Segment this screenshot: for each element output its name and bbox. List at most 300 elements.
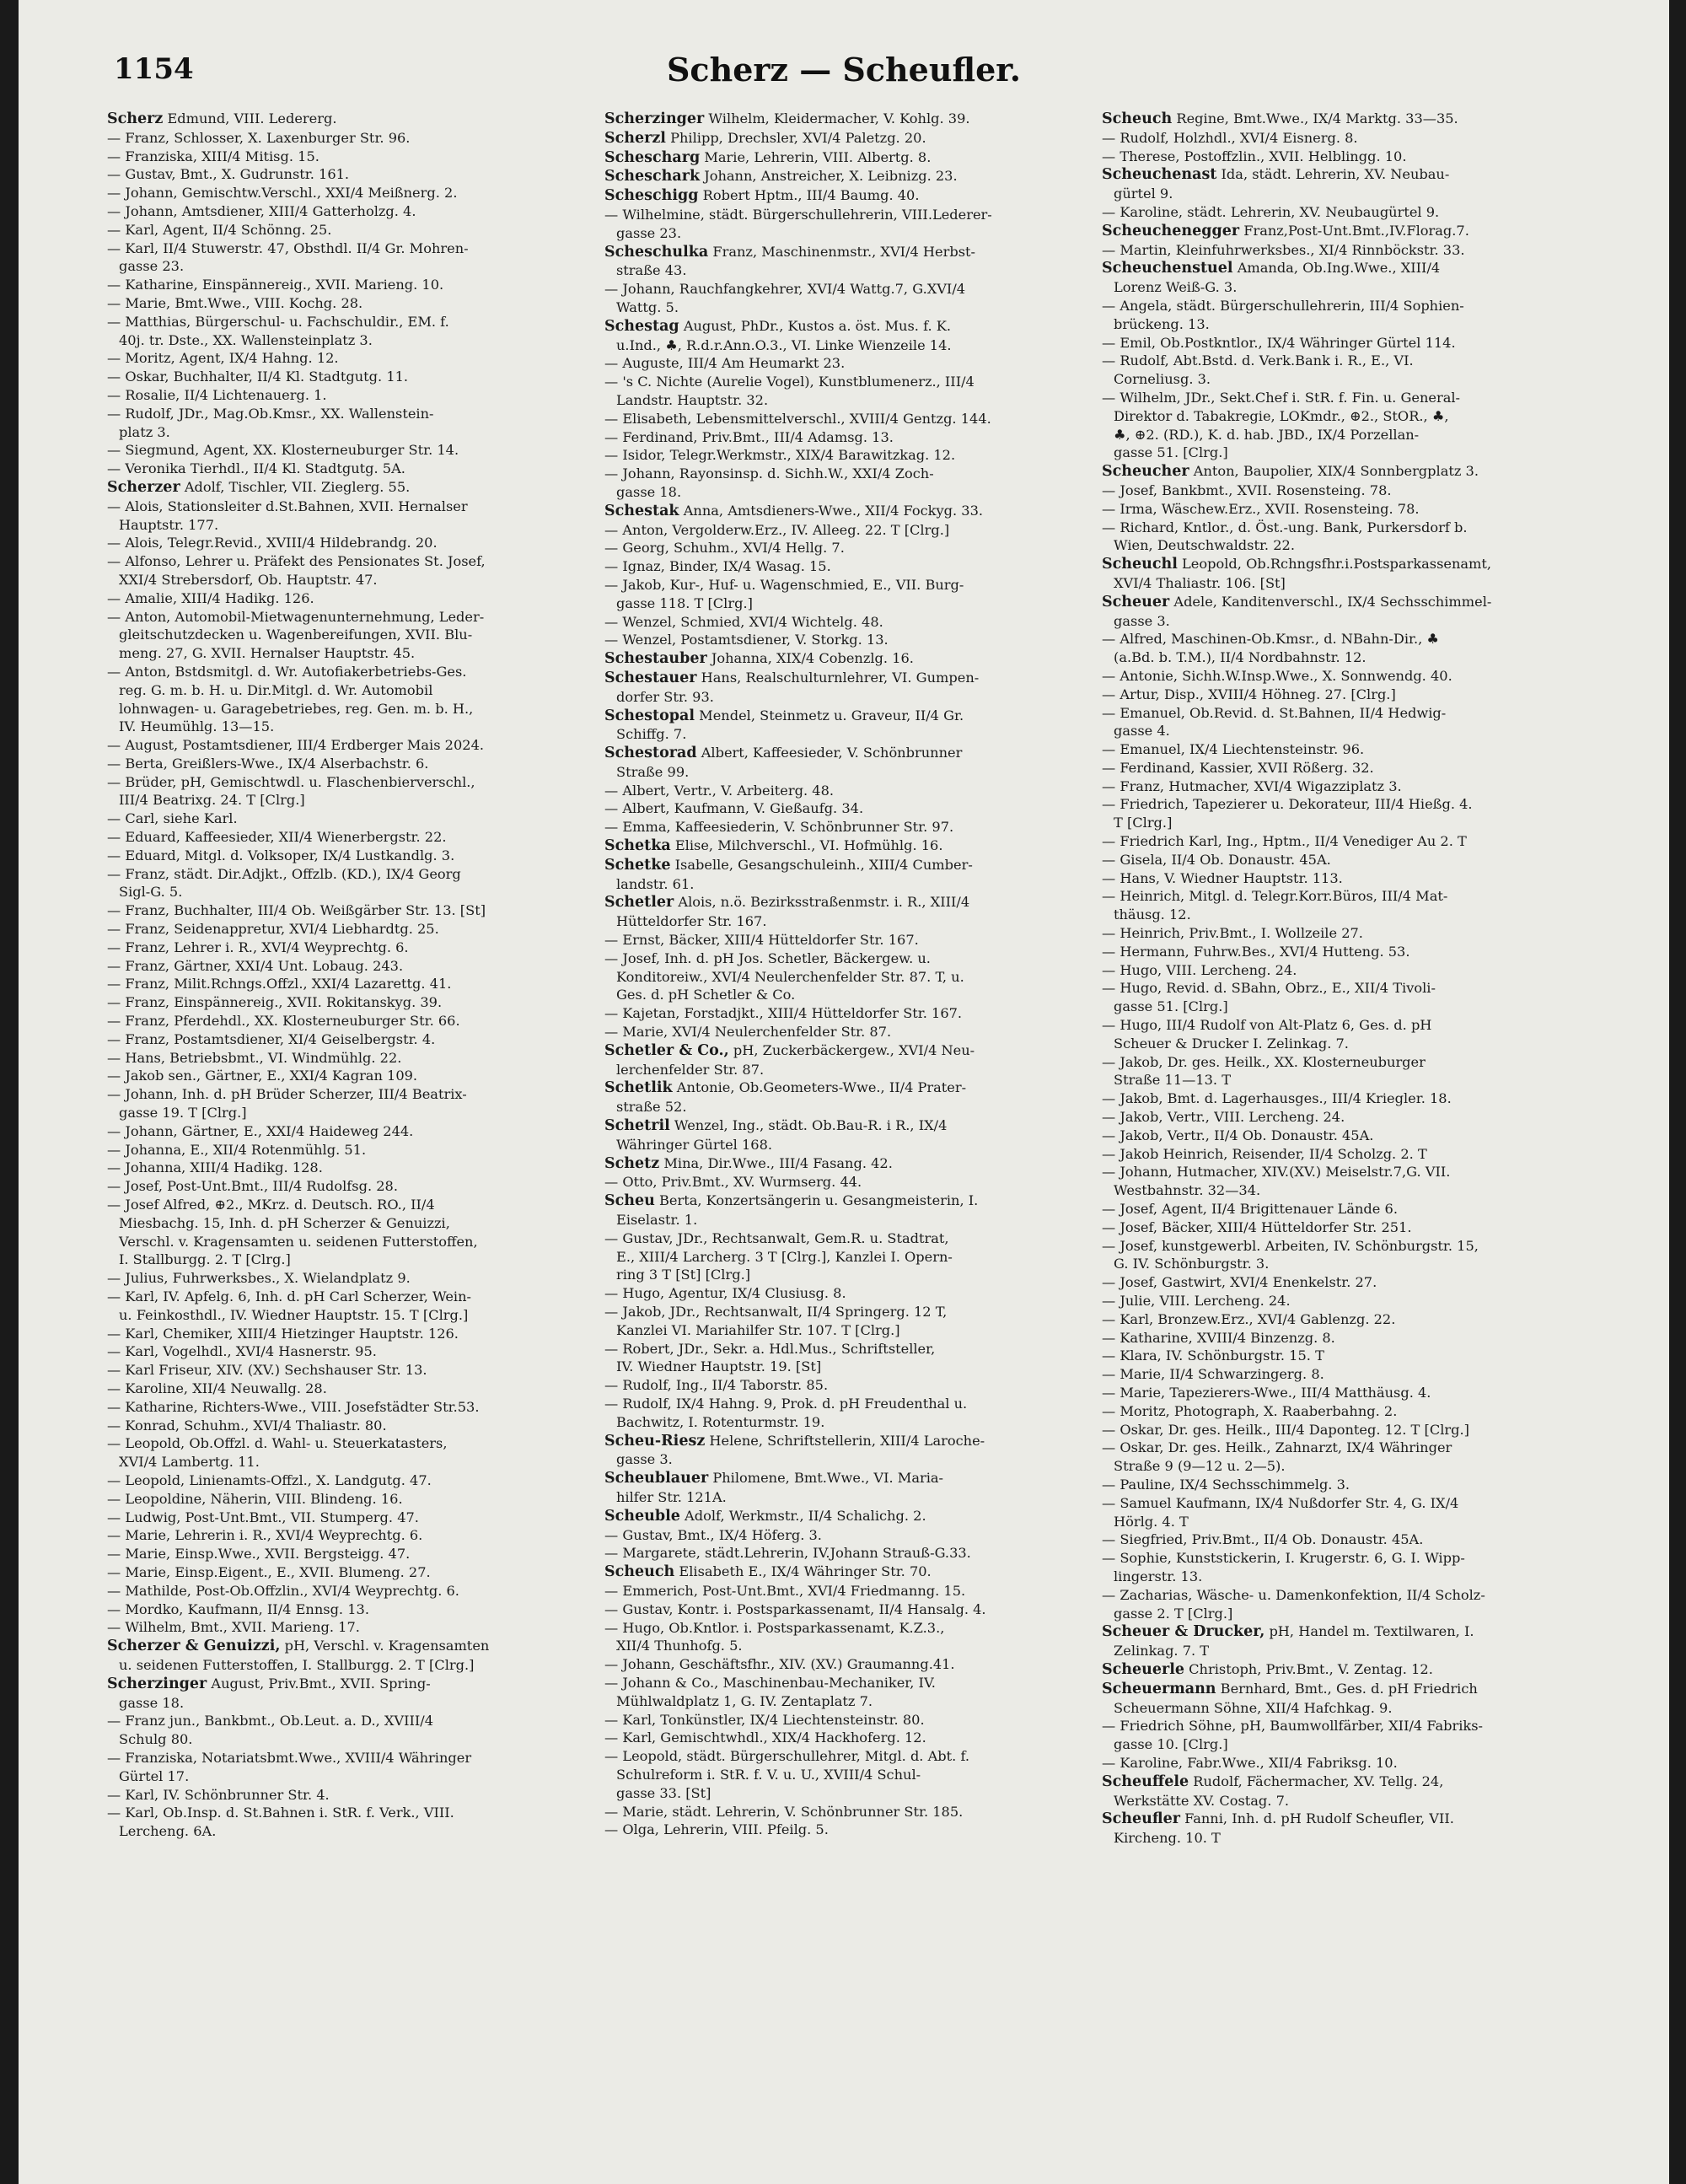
- entry-line: — Gustav, Kontr. i. Postsparkassenamt, II/4 Hansalg. 4.: [604, 1600, 986, 1617]
- entry-line: — Friedrich, Tapezierer u. Dekorateur, III/4 Hießg. 4.: [1102, 796, 1473, 813]
- directory-entry: [1102, 1053, 1595, 1090]
- entry-continuation-line: XII/4 Thunhofg. 5.: [616, 1638, 743, 1654]
- entry-line: — Anton, Bstdsmitgl. d. Wr. Autofiakerbetriebs-Ges.: [107, 663, 467, 680]
- entry-continuation-line: Bachwitz, I. Rotenturmstr. 19.: [616, 1413, 825, 1430]
- directory-entry: [107, 957, 600, 976]
- entry-line: [1102, 222, 1595, 241]
- entry-line: [107, 478, 600, 498]
- entry-line: — Marie, II/4 Schwarzingerg. 8.: [1102, 1366, 1324, 1383]
- directory-entry: [107, 1712, 600, 1749]
- entry-line: — Johann, Geschäftsfhr., XIV. (XV.) Graumanng.41.: [604, 1656, 955, 1673]
- entry-line: — Moritz, Agent, IX/4 Hahng. 12.: [107, 350, 339, 367]
- entry-line: — Gustav, Bmt., X. Gudrunstr. 161.: [107, 166, 350, 183]
- entry-text: Wilhelm, Kleidermacher, V. Kohlg. 39.: [704, 110, 970, 126]
- entry-line: — Katharine, XVIII/4 Binzenzg. 8.: [1102, 1329, 1335, 1346]
- entry-text: Wenzel, Ing., städt. Ob.Bau-R. i R., IX/4: [669, 1117, 948, 1134]
- entry-continuation-line: gasse 33. [St]: [616, 1784, 711, 1801]
- directory-entry: [1102, 1365, 1595, 1384]
- surname-heading: Schestorad: [604, 745, 697, 762]
- entry-line: — Karl, IV. Schönbrunner Str. 4.: [107, 1786, 330, 1803]
- entry-line: — Ludwig, Post-Unt.Bmt., VII. Stumperg. 47.: [107, 1509, 419, 1525]
- directory-entry: [604, 856, 1098, 894]
- directory-entry: [604, 129, 1098, 148]
- directory-entry: [604, 1284, 1098, 1303]
- entry-text: Elisabeth E., IX/4 Währinger Str. 70.: [674, 1563, 932, 1580]
- entry-line: — Anton, Vergolderw.Erz., IV. Alleeg. 22. T [Clrg.]: [604, 521, 950, 538]
- directory-entry: [107, 313, 600, 350]
- entry-text: Adolf, Werkmstr., II/4 Schalichg. 2.: [679, 1507, 926, 1524]
- directory-entry: [1102, 241, 1595, 260]
- entry-line: — Jakob, Vertr., II/4 Ob. Donaustr. 45A.: [1102, 1127, 1374, 1143]
- directory-entry: [107, 1417, 600, 1435]
- entry-line: — Karl, Chemiker, XIII/4 Hietzinger Hauptstr. 126.: [107, 1325, 459, 1342]
- entry-text: Adolf, Tischler, VII. Zieglerg. 55.: [180, 478, 411, 495]
- entry-line: — Franz, Gärtner, XXI/4 Unt. Lobaug. 243.: [107, 957, 404, 974]
- entry-line: [604, 1563, 1098, 1582]
- entry-line: — Oskar, Dr. ges. Heilk., III/4 Daponteg. 12. T [Clrg.]: [1102, 1421, 1469, 1438]
- directory-entry: [604, 465, 1098, 502]
- directory-entry: [107, 1398, 600, 1417]
- directory-entry: [1102, 667, 1595, 686]
- directory-entry: [107, 165, 600, 184]
- surname-heading: Schetka: [604, 837, 671, 855]
- entry-line: — Moritz, Photograph, X. Raaberbahng. 2.: [1102, 1402, 1398, 1419]
- entry-text: August, PhDr., Kustos a. öst. Mus. f. K.: [679, 317, 952, 334]
- entry-continuation-line: Westbahnstr. 32—34.: [1114, 1182, 1261, 1199]
- entry-text: Christoph, Priv.Bmt., V. Zentag. 12.: [1184, 1660, 1433, 1677]
- directory-entry: [1102, 1273, 1595, 1292]
- directory-entry: [604, 1229, 1098, 1284]
- directory-entry: [107, 1030, 600, 1049]
- entry-line: — Gustav, Bmt., IX/4 Höferg. 3.: [604, 1526, 822, 1543]
- entry-line: — Eduard, Kaffeesieder, XII/4 Wienerbergstr. 22.: [107, 829, 447, 846]
- directory-entry: [1102, 740, 1595, 759]
- directory-entry: [1102, 555, 1595, 593]
- directory-entry: [107, 1269, 600, 1288]
- directory-entry: [604, 1154, 1098, 1174]
- entry-line: — Konrad, Schuhm., XVI/4 Thaliastr. 80.: [107, 1417, 387, 1434]
- entry-text: August, Priv.Bmt., XVII. Spring-: [207, 1675, 431, 1692]
- entry-continuation-line: Straße 9 (9—12 u. 2—5).: [1114, 1458, 1286, 1475]
- directory-entry: [604, 1079, 1098, 1116]
- entry-line: — Johann, Inh. d. pH Brüder Scherzer, III/4 Beatrix-: [107, 1086, 467, 1103]
- directory-entry: [1102, 203, 1595, 222]
- entry-line: — Hermann, Fuhrw.Bes., XVI/4 Hutteng. 53.: [1102, 943, 1410, 960]
- surname-heading: Scheuffele: [1102, 1772, 1189, 1790]
- entry-line: — Marie, Lehrerin i. R., XVI/4 Weyprechtg. 6.: [107, 1527, 423, 1544]
- directory-entry: [107, 221, 600, 239]
- directory-entry: [1102, 1476, 1595, 1494]
- directory-entry: [107, 498, 600, 535]
- entry-line: — Ernst, Bäcker, XIII/4 Hütteldorfer Str. 167.: [604, 932, 919, 949]
- directory-entry: [1102, 1329, 1595, 1348]
- surname-heading: Schetler: [604, 894, 674, 912]
- directory-entry: [604, 1821, 1098, 1839]
- directory-entry: [604, 1674, 1098, 1711]
- entry-text: Philipp, Drechsler, XVI/4 Paletzg. 20.: [665, 129, 926, 146]
- directory-entry: [107, 939, 600, 957]
- entry-continuation-line: Eiselastr. 1.: [616, 1212, 698, 1229]
- entry-text: Alois, n.ö. Bezirksstraßenmstr. i. R., XIII/4: [674, 894, 970, 911]
- entry-continuation-line: XVI/4 Thaliastr. 106. [St]: [1114, 574, 1286, 591]
- entry-line: — Emmerich, Post-Unt.Bmt., XVI/4 Friedmanng. 15.: [604, 1582, 966, 1599]
- surname-heading: Scheuch: [1102, 110, 1173, 127]
- entry-continuation-line: Hörlg. 4. T: [1114, 1513, 1189, 1530]
- surname-heading: Schestak: [604, 502, 679, 519]
- entry-continuation-line: I. Stallburgg. 2. T [Clrg.]: [119, 1251, 291, 1268]
- directory-entry: [604, 521, 1098, 540]
- surname-heading: Scheu: [604, 1192, 655, 1210]
- directory-entry: [1102, 481, 1595, 500]
- entry-line: — Josef, kunstgewerbl. Arbeiten, IV. Schönburgstr. 15,: [1102, 1237, 1479, 1254]
- directory-column-middle: [604, 110, 1098, 2176]
- entry-text: Bernhard, Bmt., Ges. d. pH Friedrich: [1216, 1680, 1478, 1697]
- surname-heading: Scheuch: [604, 1563, 675, 1581]
- entry-text: Leopold, Ob.Rchngsfhr.i.Postsparkassenamt,: [1177, 556, 1492, 573]
- entry-line: — Karl Friseur, XIV. (XV.) Sechshauser Str. 13.: [107, 1362, 427, 1379]
- entry-continuation-line: gleitschutzdecken u. Wagenbereifungen, XVII. Blu-: [119, 627, 473, 643]
- page-number: 1154: [114, 52, 194, 86]
- entry-line: [604, 893, 1098, 912]
- entry-line: [604, 1507, 1098, 1526]
- entry-text: pH, Zuckerbäckergew., XVI/4 Neu-: [728, 1041, 975, 1058]
- entry-line: — Amalie, XIII/4 Hadikg. 126.: [107, 589, 314, 606]
- entry-line: — Josef Alfred, ⊕2., MKrz. d. Deutsch. RO., II/4: [107, 1197, 435, 1213]
- directory-entry: [1102, 979, 1595, 1016]
- directory-entry: [604, 1432, 1098, 1470]
- entry-continuation-line: u. Feinkosthdl., IV. Wiedner Hauptstr. 15. T [Clrg.]: [119, 1306, 469, 1323]
- entry-line: — Wenzel, Postamtsdiener, V. Storkg. 13.: [604, 632, 889, 648]
- entry-continuation-line: Scheuer & Drucker I. Zelinkag. 7.: [1114, 1035, 1349, 1052]
- directory-page: [19, 0, 1669, 2184]
- entry-line: [107, 1675, 600, 1694]
- directory-entry: [107, 773, 600, 810]
- surname-heading: Scheuerle: [1102, 1660, 1185, 1678]
- directory-entry: [604, 1711, 1098, 1729]
- directory-entry: [604, 1582, 1098, 1600]
- directory-entry: [1102, 1218, 1595, 1237]
- directory-entry: [1102, 1089, 1595, 1108]
- entry-line: [604, 856, 1098, 875]
- directory-entry: [1102, 165, 1595, 203]
- entry-line: [604, 669, 1098, 688]
- entry-line: — Eduard, Mitgl. d. Volksoper, IX/4 Lustkandlg. 3.: [107, 847, 455, 863]
- entry-text: pH, Handel m. Textilwaren, I.: [1264, 1623, 1474, 1640]
- directory-entry: [604, 1173, 1098, 1192]
- entry-line: — Julie, VIII. Lercheng. 24.: [1102, 1293, 1291, 1309]
- entry-line: — Franz, Einspännereig., XVII. Rokitanskyg. 39.: [107, 994, 443, 1011]
- directory-entry: [1102, 462, 1595, 481]
- entry-line: — Georg, Schuhm., XVI/4 Hellg. 7.: [604, 540, 845, 557]
- directory-entry: [107, 1804, 600, 1841]
- surname-heading: Schetke: [604, 856, 671, 874]
- entry-line: — Jakob, Vertr., VIII. Lercheng. 24.: [1102, 1109, 1345, 1126]
- entry-continuation-line: Werkstätte XV. Costag. 7.: [1114, 1792, 1290, 1809]
- entry-line: [604, 1079, 1098, 1098]
- entry-line: — Angela, städt. Bürgerschullehrerin, III/4 Sophien-: [1102, 297, 1464, 314]
- directory-entry: [1102, 1680, 1595, 1718]
- entry-continuation-line: Kircheng. 10. T: [1114, 1830, 1221, 1847]
- directory-entry: [107, 1122, 600, 1141]
- surname-heading: Scheschulka: [604, 243, 709, 261]
- entry-continuation-line: Wattg. 5.: [616, 299, 679, 315]
- surname-heading: Scheuer: [1102, 593, 1170, 611]
- entry-line: — Jakob, Bmt. d. Lagerhausges., III/4 Kriegler. 18.: [1102, 1090, 1452, 1107]
- entry-line: [604, 148, 1098, 168]
- entry-line: — Johann, Amtsdiener, XIII/4 Gatterholzg. 4.: [107, 202, 416, 219]
- entry-line: — Franz, Hutmacher, XVI/4 Wigazziplatz 3.: [1102, 777, 1402, 794]
- entry-line: [1102, 110, 1595, 129]
- entry-line: — Robert, JDr., Sekr. a. Hdl.Mus., Schriftsteller,: [604, 1340, 936, 1357]
- entry-text: Regine, Bmt.Wwe., IX/4 Marktg. 33—35.: [1172, 110, 1458, 126]
- entry-text: Albert, Kaffeesieder, V. Schönbrunner: [696, 745, 963, 761]
- entry-text: Mendel, Steinmetz u. Graveur, II/4 Gr.: [694, 707, 964, 724]
- directory-entry: [107, 1600, 600, 1619]
- entry-continuation-line: (a.Bd. b. T.M.), II/4 Nordbahnstr. 12.: [1114, 649, 1367, 666]
- directory-entry: [1102, 1717, 1595, 1754]
- directory-entry: [604, 1507, 1098, 1526]
- entry-text: Rudolf, Fächermacher, XV. Tellg. 24,: [1189, 1772, 1444, 1789]
- entry-line: — Johann & Co., Maschinenbau-Mechaniker, IV.: [604, 1674, 936, 1691]
- entry-line: — Samuel Kaufmann, IX/4 Nußdorfer Str. 4, G. IX/4: [1102, 1494, 1459, 1511]
- directory-entry: [604, 167, 1098, 186]
- directory-entry: [1102, 1292, 1595, 1310]
- surname-heading: Scherzl: [604, 129, 666, 147]
- entry-line: — Rudolf, Holzhdl., XVI/4 Eisnerg. 8.: [1102, 129, 1358, 146]
- entry-line: — Margarete, städt.Lehrerin, IV.Johann Strauß-G.33.: [604, 1545, 971, 1562]
- directory-entry: [107, 1342, 600, 1361]
- directory-entry: [107, 901, 600, 920]
- directory-entry: [604, 613, 1098, 632]
- surname-heading: Scheublauer: [604, 1470, 709, 1487]
- entry-text: pH, Verschl. v. Kragensamten: [280, 1638, 490, 1654]
- entry-line: — Franz, Pferdehdl., XX. Klosterneuburger Str. 66.: [107, 1013, 460, 1030]
- directory-entry: [107, 1325, 600, 1343]
- entry-continuation-line: Miesbachg. 15, Inh. d. pH Scherzer & Genuizzi,: [119, 1214, 450, 1231]
- directory-entry: [1102, 869, 1595, 888]
- surname-heading: Scheschark: [604, 168, 701, 186]
- entry-line: — Karoline, Fabr.Wwe., XII/4 Fabriksg. 10.: [1102, 1754, 1398, 1771]
- entry-line: — Emma, Kaffeesiederin, V. Schönbrunner Str. 97.: [604, 819, 954, 836]
- entry-line: — Alois, Stationsleiter d.St.Bahnen, XVII. Hernalser: [107, 498, 468, 514]
- entry-line: — August, Postamtsdiener, III/4 Erdberger Mais 2024.: [107, 737, 485, 754]
- entry-line: — Elisabeth, Lebensmittelverschl., XVIII/4 Gentzg. 144.: [604, 410, 991, 427]
- entry-continuation-line: Verschl. v. Kragensamten u. seidenen Futterstoffen,: [119, 1233, 478, 1250]
- directory-entry: [604, 836, 1098, 856]
- directory-entry: [604, 818, 1098, 836]
- directory-entry: [107, 129, 600, 148]
- entry-line: [1102, 1660, 1595, 1680]
- directory-entry: [1102, 795, 1595, 832]
- directory-entry: [1102, 593, 1595, 631]
- directory-entry: [107, 589, 600, 608]
- entry-line: [604, 1469, 1098, 1488]
- directory-entry: [107, 1563, 600, 1582]
- directory-entry: [604, 1004, 1098, 1023]
- entry-continuation-line: Direktor d. Tabakregie, LOKmdr., ⊕2., StOR., ♣,: [1114, 407, 1449, 424]
- directory-entry: [1102, 1810, 1595, 1848]
- directory-entry: [1102, 1127, 1595, 1145]
- entry-text: Mina, Dir.Wwe., III/4 Fasang. 42.: [659, 1154, 893, 1171]
- surname-heading: Schestauber: [604, 650, 707, 668]
- entry-line: — Brüder, pH, Gemischtwdl. u. Flaschenbierverschl.,: [107, 773, 475, 790]
- directory-entry: [604, 206, 1098, 243]
- entry-line: — Karl, Ob.Insp. d. St.Bahnen i. StR. f. Verk., VIII.: [107, 1805, 454, 1821]
- directory-entry: [604, 782, 1098, 800]
- entry-line: — Leopoldine, Näherin, VIII. Blindeng. 16.: [107, 1490, 403, 1507]
- surname-heading: Scheuchenast: [1102, 166, 1217, 184]
- surname-heading: Scheuchenegger: [1102, 222, 1240, 239]
- entry-line: — Sophie, Kunststickerin, I. Krugerstr. 6, G. I. Wipp-: [1102, 1550, 1465, 1567]
- entry-continuation-line: 40j. tr. Dste., XX. Wallensteinplatz 3.: [119, 331, 373, 348]
- directory-entry: [604, 502, 1098, 521]
- directory-entry: [604, 949, 1098, 1004]
- entry-text: Johann, Anstreicher, X. Leibnizg. 23.: [700, 168, 958, 185]
- directory-entry: [1102, 1200, 1595, 1218]
- entry-continuation-line: G. IV. Schönburgstr. 3.: [1114, 1256, 1270, 1272]
- entry-text: Edmund, VIII. Ledererg.: [163, 110, 337, 126]
- entry-line: — Isidor, Telegr.Werkmstr., XIX/4 Barawitzkag. 12.: [604, 447, 956, 464]
- entry-line: — Wilhelm, Bmt., XVII. Marieng. 17.: [107, 1619, 360, 1636]
- entry-line: [1102, 1680, 1595, 1699]
- directory-entry: [1102, 759, 1595, 777]
- entry-continuation-line: Zelinkag. 7. T: [1114, 1643, 1210, 1660]
- directory-entry: [1102, 1622, 1595, 1660]
- directory-entry: [604, 931, 1098, 949]
- entry-line: — Rudolf, Abt.Bstd. d. Verk.Bank i. R., E., VI.: [1102, 352, 1414, 369]
- directory-entry: [604, 1041, 1098, 1079]
- entry-line: — Ferdinand, Priv.Bmt., III/4 Adamsg. 13.: [604, 428, 894, 445]
- entry-line: [604, 1116, 1098, 1136]
- directory-entry: [107, 1637, 600, 1675]
- entry-line: [604, 243, 1098, 262]
- entry-line: — Julius, Fuhrwerksbes., X. Wielandplatz 9.: [107, 1270, 411, 1287]
- directory-entry: [604, 707, 1098, 745]
- surname-heading: Scheuchenstuel: [1102, 260, 1233, 277]
- entry-line: — Josef, Gastwirt, XVI/4 Enenkelstr. 27.: [1102, 1274, 1377, 1291]
- entry-continuation-line: gasse 19. T [Clrg.]: [119, 1105, 247, 1122]
- directory-entry: [604, 799, 1098, 818]
- entry-text: Helene, Schriftstellerin, XIII/4 Laroche-: [705, 1432, 985, 1449]
- entry-line: — Franziska, XIII/4 Mitisg. 15.: [107, 148, 319, 164]
- directory-entry: [604, 1340, 1098, 1377]
- directory-entry: [1102, 1754, 1595, 1772]
- directory-entry: [604, 1526, 1098, 1545]
- directory-column-right: [1102, 110, 1595, 2176]
- surname-heading: Schescharg: [604, 148, 701, 166]
- entry-line: — Johann, Hutmacher, XIV.(XV.) Meiselstr.7,G. VII.: [1102, 1164, 1451, 1181]
- entry-continuation-line: gasse 18.: [119, 1694, 185, 1711]
- entry-line: [1102, 259, 1595, 278]
- directory-entry: [107, 1618, 600, 1637]
- entry-continuation-line: gürtel 9.: [1114, 186, 1173, 202]
- entry-continuation-line: lerchenfelder Str. 87.: [616, 1061, 765, 1078]
- running-header: Scherz — Scheufler.: [666, 51, 1022, 89]
- entry-text: Johanna, XIX/4 Cobenzlg. 16.: [706, 650, 914, 667]
- directory-entry: [1102, 1402, 1595, 1421]
- directory-entry: [107, 184, 600, 202]
- entry-continuation-line: Hauptstr. 177.: [119, 516, 219, 533]
- entry-text: Antonie, Ob.Geometers-Wwe., II/4 Prater-: [672, 1079, 967, 1096]
- entry-line: [604, 317, 1098, 336]
- entry-line: — Siegmund, Agent, XX. Klosterneuburger Str. 14.: [107, 442, 459, 459]
- directory-entry: [604, 1469, 1098, 1507]
- directory-entry: [1102, 832, 1595, 851]
- entry-continuation-line: Mühlwaldplatz 1, G. IV. Zentaplatz 7.: [616, 1692, 873, 1709]
- entry-line: — Mathilde, Post-Ob.Offzlin., XVI/4 Weyprechtg. 6.: [107, 1582, 459, 1599]
- directory-entry: [107, 460, 600, 478]
- entry-line: — Marie, Einsp.Wwe., XVII. Bergsteigg. 47.: [107, 1546, 411, 1563]
- entry-line: — Berta, Greißlers-Wwe., IX/4 Alserbachstr. 6.: [107, 755, 429, 772]
- entry-text: Adele, Kanditenverschl., IX/4 Sechsschimmel-: [1169, 593, 1492, 610]
- entry-continuation-line: Lercheng. 6A.: [119, 1823, 217, 1840]
- directory-entry: [1102, 1016, 1595, 1053]
- entry-continuation-line: ♣, ⊕2. (RD.), K. d. hab. JBD., IX/4 Porzellan-: [1114, 426, 1420, 443]
- directory-entry: [107, 349, 600, 368]
- entry-continuation-line: Landstr. Hauptstr. 32.: [616, 391, 769, 408]
- directory-entry: [107, 294, 600, 313]
- entry-continuation-line: gasse 4.: [1114, 723, 1170, 740]
- entry-line: — Irma, Wäschew.Erz., XVII. Rosensteing. 78.: [1102, 500, 1420, 517]
- directory-entry: [1102, 1530, 1595, 1549]
- entry-line: — Gustav, JDr., Rechtsanwalt, Gem.R. u. Stadtrat,: [604, 1229, 949, 1246]
- entry-line: — Hugo, Revid. d. SBahn, Obrz., E., XII/4 Tivoli-: [1102, 980, 1436, 997]
- directory-entry: [107, 865, 600, 902]
- entry-line: — Johann, Gärtner, E., XXI/4 Haideweg 244.: [107, 1122, 414, 1139]
- entry-line: — Olga, Lehrerin, VIII. Pfeilg. 5.: [604, 1821, 829, 1838]
- directory-entry: [107, 1012, 600, 1030]
- directory-entry: [1102, 961, 1595, 980]
- entry-line: — Josef, Inh. d. pH Jos. Schetler, Bäckergew. u.: [604, 949, 931, 966]
- directory-entry: [604, 148, 1098, 168]
- entry-line: [604, 167, 1098, 186]
- entry-line: — Johann, Rauchfangkehrer, XVI/4 Wattg.7, G.XVI/4: [604, 281, 966, 298]
- directory-entry: [1102, 148, 1595, 166]
- entry-continuation-line: lohnwagen- u. Garagebetriebes, reg. Gen. m. b. H.,: [119, 700, 474, 717]
- entry-line: [604, 186, 1098, 206]
- directory-entry: [107, 1490, 600, 1509]
- directory-entry: [107, 1380, 600, 1398]
- surname-heading: Scheuermann: [1102, 1680, 1216, 1697]
- entry-line: — Franz, Buchhalter, III/4 Ob. Weißgärber Str. 13. [St]: [107, 902, 486, 919]
- entry-continuation-line: platz 3.: [119, 423, 170, 440]
- directory-entry: [604, 1563, 1098, 1582]
- surname-heading: Scherzer & Genuizzi,: [107, 1638, 281, 1655]
- directory-entry: [107, 1675, 600, 1713]
- directory-entry: [604, 186, 1098, 206]
- entry-line: — Carl, siehe Karl.: [107, 810, 238, 827]
- entry-continuation-line: gasse 2. T [Clrg.]: [1114, 1605, 1233, 1622]
- directory-entry: [107, 975, 600, 993]
- directory-entry: [1102, 500, 1595, 519]
- directory-entry: [107, 1141, 600, 1159]
- directory-entry: [107, 1786, 600, 1805]
- directory-entry: [1102, 1660, 1595, 1680]
- entry-line: — Franz, städt. Dir.Adjkt., Offzlb. (KD.), IX/4 Georg: [107, 865, 461, 882]
- entry-continuation-line: u.Ind., ♣, R.d.r.Ann.O.3., VI. Linke Wienzeile 14.: [616, 336, 952, 353]
- directory-entry: [1102, 887, 1595, 924]
- entry-line: — Friedrich Söhne, pH, Baumwollfärber, XII/4 Fabriks-: [1102, 1718, 1484, 1735]
- directory-entry: [1102, 1163, 1595, 1200]
- entry-line: — Marie, Tapezierers-Wwe., III/4 Matthäusg. 4.: [1102, 1384, 1431, 1401]
- entry-continuation-line: Währinger Gürtel 168.: [616, 1136, 773, 1153]
- entry-continuation-line: gasse 10. [Clrg.]: [1114, 1736, 1228, 1753]
- directory-entry: [107, 1749, 600, 1786]
- directory-entry: [107, 148, 600, 166]
- entry-continuation-line: Kanzlei VI. Mariahilfer Str. 107. T [Clrg.]: [616, 1321, 900, 1338]
- entry-continuation-line: gasse 18.: [616, 483, 682, 500]
- entry-continuation-line: gasse 118. T [Clrg.]: [616, 594, 753, 611]
